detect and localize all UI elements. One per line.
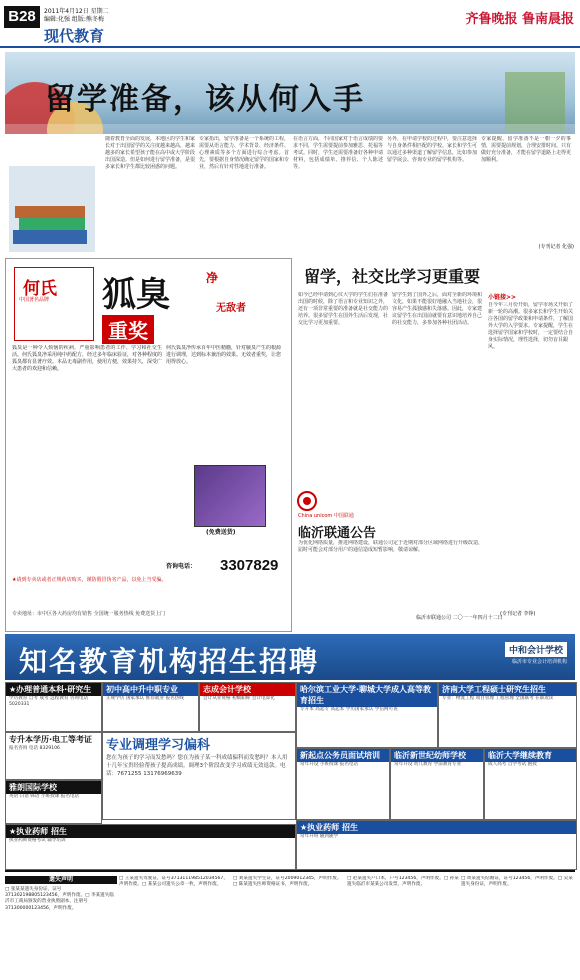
hero-column-4: 另外，在申请学校的过程中，要注意选择与自身条件相匹配的学校。家长和学生可以通过多种渠道了解留学信息，比如参加留学展会、咨询专业的留学机构等。 (387, 136, 477, 163)
ad-pharmacist-left (5, 824, 296, 870)
unicom-notice-body: 为优化网络质量，推进网络建设，联通公司定于近期对部分区域网络进行升级改造，届时可能会对部分用户的通信造成短暂影响，敬请谅解。 (298, 540, 484, 553)
ad-title: 雅朗国际学校 (6, 781, 101, 794)
sidebar-text: 自今年三月份开始，留学市场又开始了新一轮的高潮。很多家长和学生开始关注各国的留学政策和申请条件，了解国外大学的入学要求。专家提醒，学生在选择留学国家和学校时，一定要结合自身实际情况，理性选择，切勿盲目跟风。 (488, 302, 574, 350)
ad-civil-service (296, 748, 390, 820)
ad-warning: ★请到专卖店或者正规药店购买，谨防假冒伪劣产品，以免上当受骗。 (12, 577, 167, 583)
ad-phone-label: 咨询电话： (166, 563, 197, 570)
ad-tutoring (102, 732, 296, 820)
lost-notices (5, 870, 575, 980)
hero-column-3: 在语言方面，不同国家对于语言成绩的要求不同，学生需要提前参加雅思、托福等考试。同时，学生还需要准备好各种申请材料，包括成绩单、推荐信、个人陈述等。 (293, 136, 383, 170)
ad-body: 常年开班 随到随学 (300, 834, 339, 839)
ad-body: 报名咨询 电话 8329106 (9, 746, 60, 751)
ad-title: 哈尔滨工业大学·聊城大学成人高等教育招生 (297, 683, 437, 707)
sidebar-heading: 小链接>> (488, 294, 517, 301)
ad-vocational (102, 682, 199, 732)
ad-body: 执业药师资格考试 辅导培训 (9, 838, 66, 843)
ad-title: 专业调理学习偏科 (106, 738, 211, 753)
article-column-2: 留学生到了国外之后，面对全新的环境和文化，如果不能很好地融入当地社会，很容易产生孤独感和失落感。因此，专家建议留学生在出国前就要有意识地培养自己的社交能力，多参加各种社团活动。 (392, 292, 482, 326)
ad-body: 正规学历 国家承认 推荐就业 报名热线 (106, 696, 184, 701)
article-sidebar (488, 292, 574, 622)
ad-body: 英语 日语 韩语 小班授课 报名电话 (9, 794, 80, 799)
notice-column-3: □ 刘某遗失学生证，证号2009012345，声明作废。□ 陈某遗失医师资格证书，声明作废。 (233, 876, 342, 888)
ad-body: 学历教育 自考 成考 远程教育 咨询电话 5020331 (9, 696, 89, 707)
unicom-notice-title: 临沂联通公告 (298, 526, 377, 541)
ad-title: ★办理普通本科·研究生 (6, 683, 101, 696)
ad-product-label: (免费送货) (206, 529, 236, 536)
unicom-name: China unicom 中国联通 (298, 513, 354, 519)
ad-title: 新起点公务员面试培训 (297, 749, 389, 762)
sidebar-author: (专刊记者 李铮) (500, 611, 536, 617)
ad-title: 专升本学历·电工等考证 (9, 735, 93, 744)
ad-brand-sub: 中国著名品牌 (19, 297, 50, 303)
hero-column-5: 专家提醒，留学准备不是一朝一夕的事情，需要提前规划，合理安排时间。只有做好充分准备，才能在留学道路上走得更加顺利。 (481, 136, 571, 163)
ad-body: 专升本 高起专 高起本 学历国家承认 学信网可查 (300, 707, 398, 712)
ad-title: 济南大学工程硕士研究生招生 (439, 683, 576, 696)
newspaper-brand: 齐鲁晚报 鲁南晨报 (465, 12, 574, 27)
page-number: B28 (4, 6, 40, 28)
notice-text: □ 张某某遗失身份证，证号371302198805123456，声明作废。□ 李某遗失临沂市工商局颁发的营业执照副本，注册号371300000123456，声明作废。 (5, 887, 114, 911)
ad-slogan: 重奖 (102, 315, 154, 344)
hero-column-1: 随着教育全面的发展，本地区的学生和家长对于出国留学的关注度越来越高，越来越多的家长希望孩子能在高中或大学阶段出国深造。但是如何进行留学准备，是很多家长和学生都比较困惑的问题。 (105, 136, 195, 170)
ad-continuing-education (484, 748, 577, 820)
editor-credits: 编辑:化强 组版:熊冬梅 (44, 16, 104, 23)
ad-body: 常年开设 小班授课 报名电话 (300, 762, 359, 767)
recruitment-banner (5, 634, 575, 680)
article-column-1: 如今已经申请到心仪大学的学生们在准备出国的时候，除了语言和专业知识之外，还有一项非常重要的准备就是社交能力的培养。很多留学生在国外生活后发现，社交比学习更加重要。 (298, 292, 388, 326)
ad-headline-sub: 无敌者 (216, 303, 246, 314)
product-box-image (194, 465, 266, 527)
ad-title: ★执业药师 招生 (6, 825, 295, 838)
ad-pharmacist-right (296, 820, 577, 870)
ad-language-school (5, 780, 102, 824)
hero-title: 留学准备，该从何入手 (45, 82, 365, 117)
ad-body: 常年开设 幼儿教育 学前教育专业 (394, 762, 462, 767)
issue-date: 2011年4月12日 星期二 (44, 8, 109, 15)
ad-body: 专业：物流工程 项目管理 工程管理 全国联考 在职攻读 (442, 696, 554, 701)
recruitment-title: 知名教育机构招生招聘 (19, 645, 320, 678)
ad-university (296, 682, 438, 748)
notice-column-1 (5, 876, 117, 980)
ad-brand: 何氏 (23, 279, 57, 299)
unicom-logo (296, 490, 344, 512)
hero-column-2: 专家指出，留学准备是一个系统的工程，需要从语言能力、学术背景、经济条件、心理素质等多个方面进行综合考虑。首先，要根据自身情况确定留学的国家和专业，然后有针对性地进行准备。 (199, 136, 289, 170)
ad-footer: 专卖地址：市中区各大药房均有销售 全国统一服务热线 免费送货上门 (12, 611, 166, 617)
article-title: 留学，社交比学习更重要 (304, 267, 481, 286)
ad-title: ★执业药师 招生 (297, 821, 576, 834)
ad-title: 志成会计学校 (200, 683, 295, 696)
deodorant-ad (5, 258, 292, 632)
ad-copy-side: 何氏狐臭净传承百年中医精髓，针对腋臭产生的根源进行调理，达到标本兼治的效果。无效者重奖，让您用得放心。 (166, 345, 282, 365)
hero-author: (专刊记者 化强) (538, 244, 574, 250)
ad-body: 您在为孩子的学习而发愁吗？您在为孩子某一科成绩偏科而发愁吗？本人用十几年宝贵经验帮孩子提高成绩。调理3个阶段改变学习成绩无效退款。电话：7671255 13176969639 (106, 755, 288, 777)
hero-article-body (5, 136, 575, 254)
featured-school: 中和会计学校 (505, 642, 567, 657)
ad-headline-tag: 净 (206, 271, 219, 285)
study-abroad-article (296, 258, 576, 630)
ad-title: 临沂大学继续教育 (485, 749, 576, 762)
books-photo (5, 136, 99, 254)
ad-graduate (438, 682, 577, 748)
ad-accounting (199, 682, 296, 732)
notice-column-5: □ 周某遗失结婚证，证号123456，声明作废。□ 吴某遗失身份证，声明作废。 (461, 876, 573, 888)
ad-certificate (5, 732, 102, 780)
notice-column-2: □ 王某遗失驾驶证，证号371311198512034567，声明作废。□ 某某公司遗失公章一枚，声明作废。 (119, 876, 228, 888)
ad-degree (5, 682, 102, 732)
featured-school-sub: 临沂市专业会计培训机构 (511, 659, 567, 665)
hero-banner (5, 52, 575, 134)
ad-title: 初中高中升中职专业 (103, 683, 198, 696)
page-header (0, 0, 580, 48)
ad-title: 临沂新世纪幼师学校 (391, 749, 483, 762)
unicom-notice-signature: 临沂市联通公司 二〇一一年四月十二日 (416, 615, 503, 621)
ad-body: 会计从业资格 初级职称 会计电算化 (203, 696, 275, 701)
ad-kindergarten-school (390, 748, 484, 820)
ad-copy-main: 狐臭是一种令人烦恼的疾病，严重影响患者的工作、学习和社交生活。何氏狐臭净采用纯中药配方，经过多年临床验证，对各种程度的狐臭都有显著疗效。本品无毒副作用，使用方便，效果持久，深受广大患者的欢迎和信赖。 (12, 345, 162, 372)
section-title: 现代教育 (44, 27, 105, 45)
ad-phone-number: 3307829 (220, 557, 279, 574)
ad-brand-box (14, 267, 94, 341)
ad-body: 成人高考 自学考试 函授 (488, 762, 537, 767)
notice-heading: 遗失声明 (5, 876, 117, 884)
ad-headline: 狐臭 (102, 275, 170, 315)
notice-column-4: □ 赵某遗失户口本，户号123456，声明作废。□ 孙某遗失临沂市某某公司发票，声明作废。 (347, 876, 459, 888)
